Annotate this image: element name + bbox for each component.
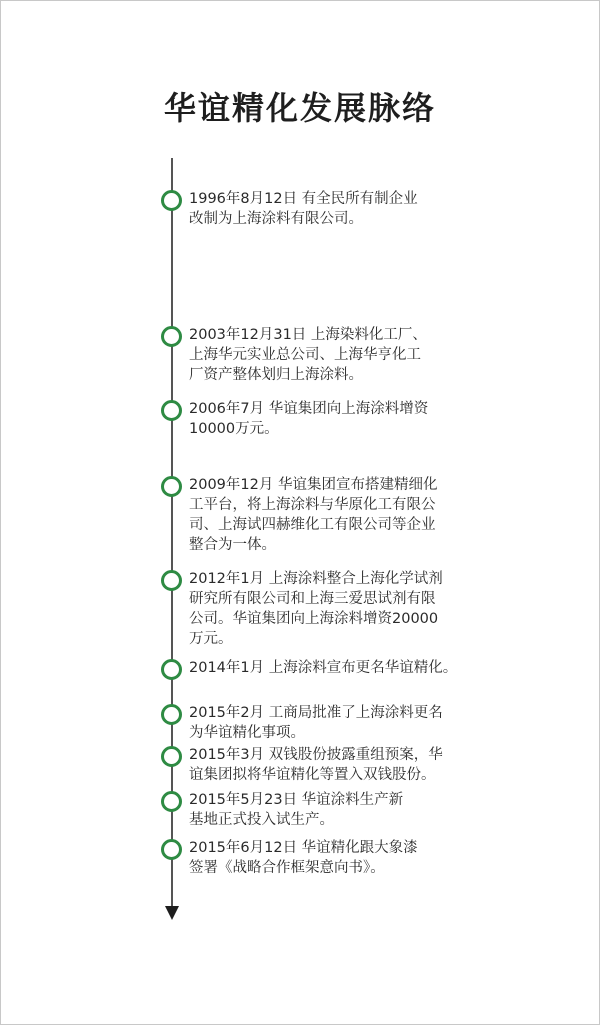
timeline-item-text: 2003年12月31日 上海染料化工厂、 上海华元实业总公司、上海华亨化工 厂资产整体划归上海涂料。 <box>189 327 427 383</box>
circle-marker-icon <box>161 190 182 211</box>
circle-marker-icon <box>161 570 182 591</box>
arrow-down-icon <box>165 906 179 920</box>
timeline-item-text: 1996年8月12日 有全民所有制企业 改制为上海涂料有限公司。 <box>189 191 418 227</box>
circle-marker-icon <box>161 791 182 812</box>
circle-marker-icon <box>161 400 182 421</box>
circle-marker-icon <box>161 704 182 725</box>
circle-marker-icon <box>161 839 182 860</box>
circle-marker-icon <box>161 659 182 680</box>
circle-marker-icon <box>161 326 182 347</box>
timeline-item-text: 2015年5月23日 华谊涂料生产新 基地正式投入试生产。 <box>189 792 404 828</box>
timeline-item-text: 2014年1月 上海涂料宣布更名华谊精化。 <box>189 660 458 676</box>
timeline-item-text: 2009年12月 华谊集团宣布搭建精细化 工平台，将上海涂料与华原化工有限公 司、上海试四赫维化工有限公司等企业 整合为一体。 <box>189 477 438 553</box>
page-title: 华谊精化发展脉络 <box>163 89 436 127</box>
timeline-item-text: 2015年3月 双钱股份披露重组预案，华 谊集团拟将华谊精化等置入双钱股份。 <box>189 747 443 783</box>
timeline-item-text: 2006年7月 华谊集团向上海涂料增资 10000万元。 <box>189 401 429 437</box>
timeline-item-text: 2012年1月 上海涂料整合上海化学试剂 研究所有限公司和上海三爱思试剂有限 公司。华谊集团向上海涂料增资20000 万元。 <box>189 571 443 647</box>
timeline-item-text: 2015年6月12日 华谊精化跟大象漆 签署《战略合作框架意向书》。 <box>189 840 418 876</box>
circle-marker-icon <box>161 746 182 767</box>
timeline-item-text: 2015年2月 工商局批准了上海涂料更名 为华谊精化事项。 <box>189 705 443 741</box>
circle-marker-icon <box>161 476 182 497</box>
